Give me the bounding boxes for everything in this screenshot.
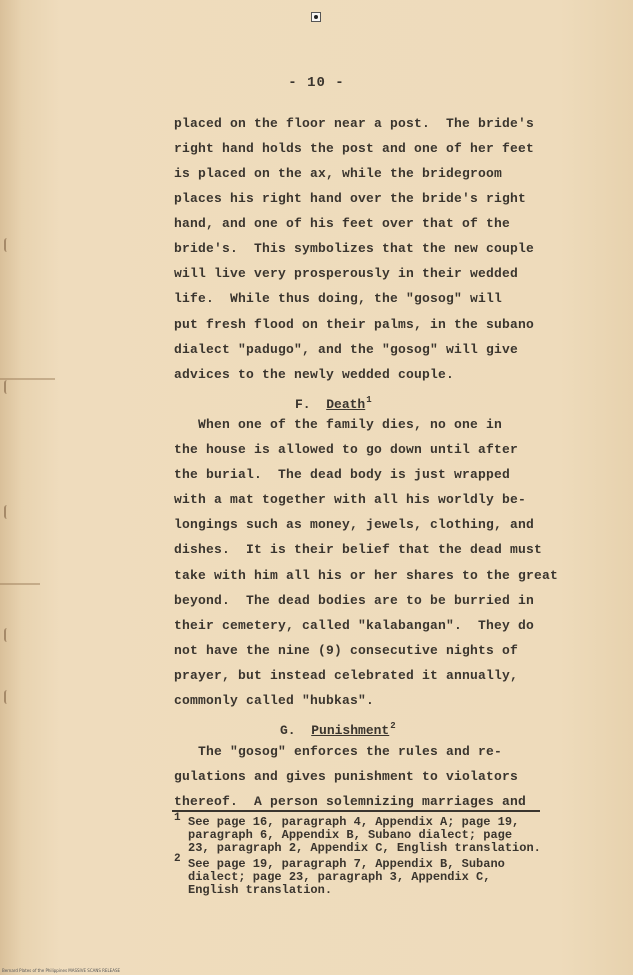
heading-letter: F.	[295, 397, 311, 412]
heading-title: Death	[326, 397, 366, 412]
text-line: put fresh flood on their palms, in the subano	[174, 317, 535, 332]
text-line: is placed on the ax, while the bridegroom	[174, 166, 503, 181]
text-line: placed on the floor near a post. The bride's	[174, 116, 535, 131]
text-line: with a mat together with all his worldly be-	[174, 492, 527, 507]
text-line: right hand holds the post and one of her feet	[174, 141, 535, 156]
text-line: will live very prosperously in their wedded	[174, 266, 519, 281]
text-line: take with him all his or her shares to the great	[174, 568, 559, 583]
text-line: commonly called "hubkas".	[174, 693, 375, 708]
footnote-line: See page 16, paragraph 4, Appendix A; page 19,	[188, 815, 520, 829]
text-line: gulations and gives punishment to violators	[174, 769, 519, 784]
footnote-line: paragraph 6, Appendix B, Subano dialect; page	[188, 828, 513, 842]
text-line: dialect "padugo", and the "gosog" will give	[174, 342, 519, 357]
text-line: the house is allowed to go down until after	[174, 442, 519, 457]
text-line: advices to the newly wedded couple.	[174, 367, 455, 382]
text-line: hand, and one of his feet over that of the	[174, 216, 511, 231]
binding-mark	[4, 690, 12, 704]
section-heading-punishment	[280, 717, 396, 740]
binding-mark	[0, 583, 40, 585]
text-line: not have the nine (9) consecutive nights of	[174, 643, 519, 658]
text-line: dishes. It is their belief that the dead must	[174, 542, 543, 557]
text-line: beyond. The dead bodies are to be burried in	[174, 593, 535, 608]
section-heading-death	[295, 391, 372, 414]
footnote-line: 23, paragraph 2, Appendix C, English translation.	[188, 841, 541, 855]
text-line: thereof. A person solemnizing marriages and	[174, 794, 527, 809]
binding-mark	[4, 628, 12, 642]
page-number: - 10 -	[288, 75, 345, 91]
footnote-ref: 2	[390, 721, 396, 731]
footnote-mark: 2	[174, 853, 181, 865]
binding-mark	[4, 380, 12, 394]
text-line: life. While thus doing, the "gosog" will	[174, 291, 503, 306]
text-line: their cemetery, called "kalabangan". They do	[174, 618, 535, 633]
text-line: longings such as money, jewels, clothing, and	[174, 517, 535, 532]
heading-title: Punishment	[311, 723, 390, 738]
scan-marker-icon	[311, 12, 321, 22]
text-line: places his right hand over the bride's right	[174, 191, 527, 206]
text-line: When one of the family dies, no one in	[174, 417, 503, 432]
footnote-divider	[172, 810, 540, 812]
scan-caption: Bernard Plates of the Philippines MASSIVE SCANS RELEASE	[2, 968, 121, 973]
footnote-line: See page 19, paragraph 7, Appendix B, Subano	[188, 857, 505, 871]
text-line: The "gosog" enforces the rules and re-	[174, 744, 503, 759]
heading-letter: G.	[280, 723, 296, 738]
footnote-line: dialect; page 23, paragraph 3, Appendix C,	[188, 870, 491, 884]
footnote-mark: 1	[174, 812, 181, 824]
binding-mark	[4, 505, 12, 519]
footnote-line: English translation.	[188, 883, 333, 897]
text-line: the burial. The dead body is just wrapped	[174, 467, 511, 482]
footnote-ref: 1	[366, 395, 372, 405]
text-line: bride's. This symbolizes that the new couple	[174, 241, 535, 256]
binding-mark	[4, 238, 12, 252]
scan-footer	[0, 967, 633, 975]
text-line: prayer, but instead celebrated it annually,	[174, 668, 519, 683]
